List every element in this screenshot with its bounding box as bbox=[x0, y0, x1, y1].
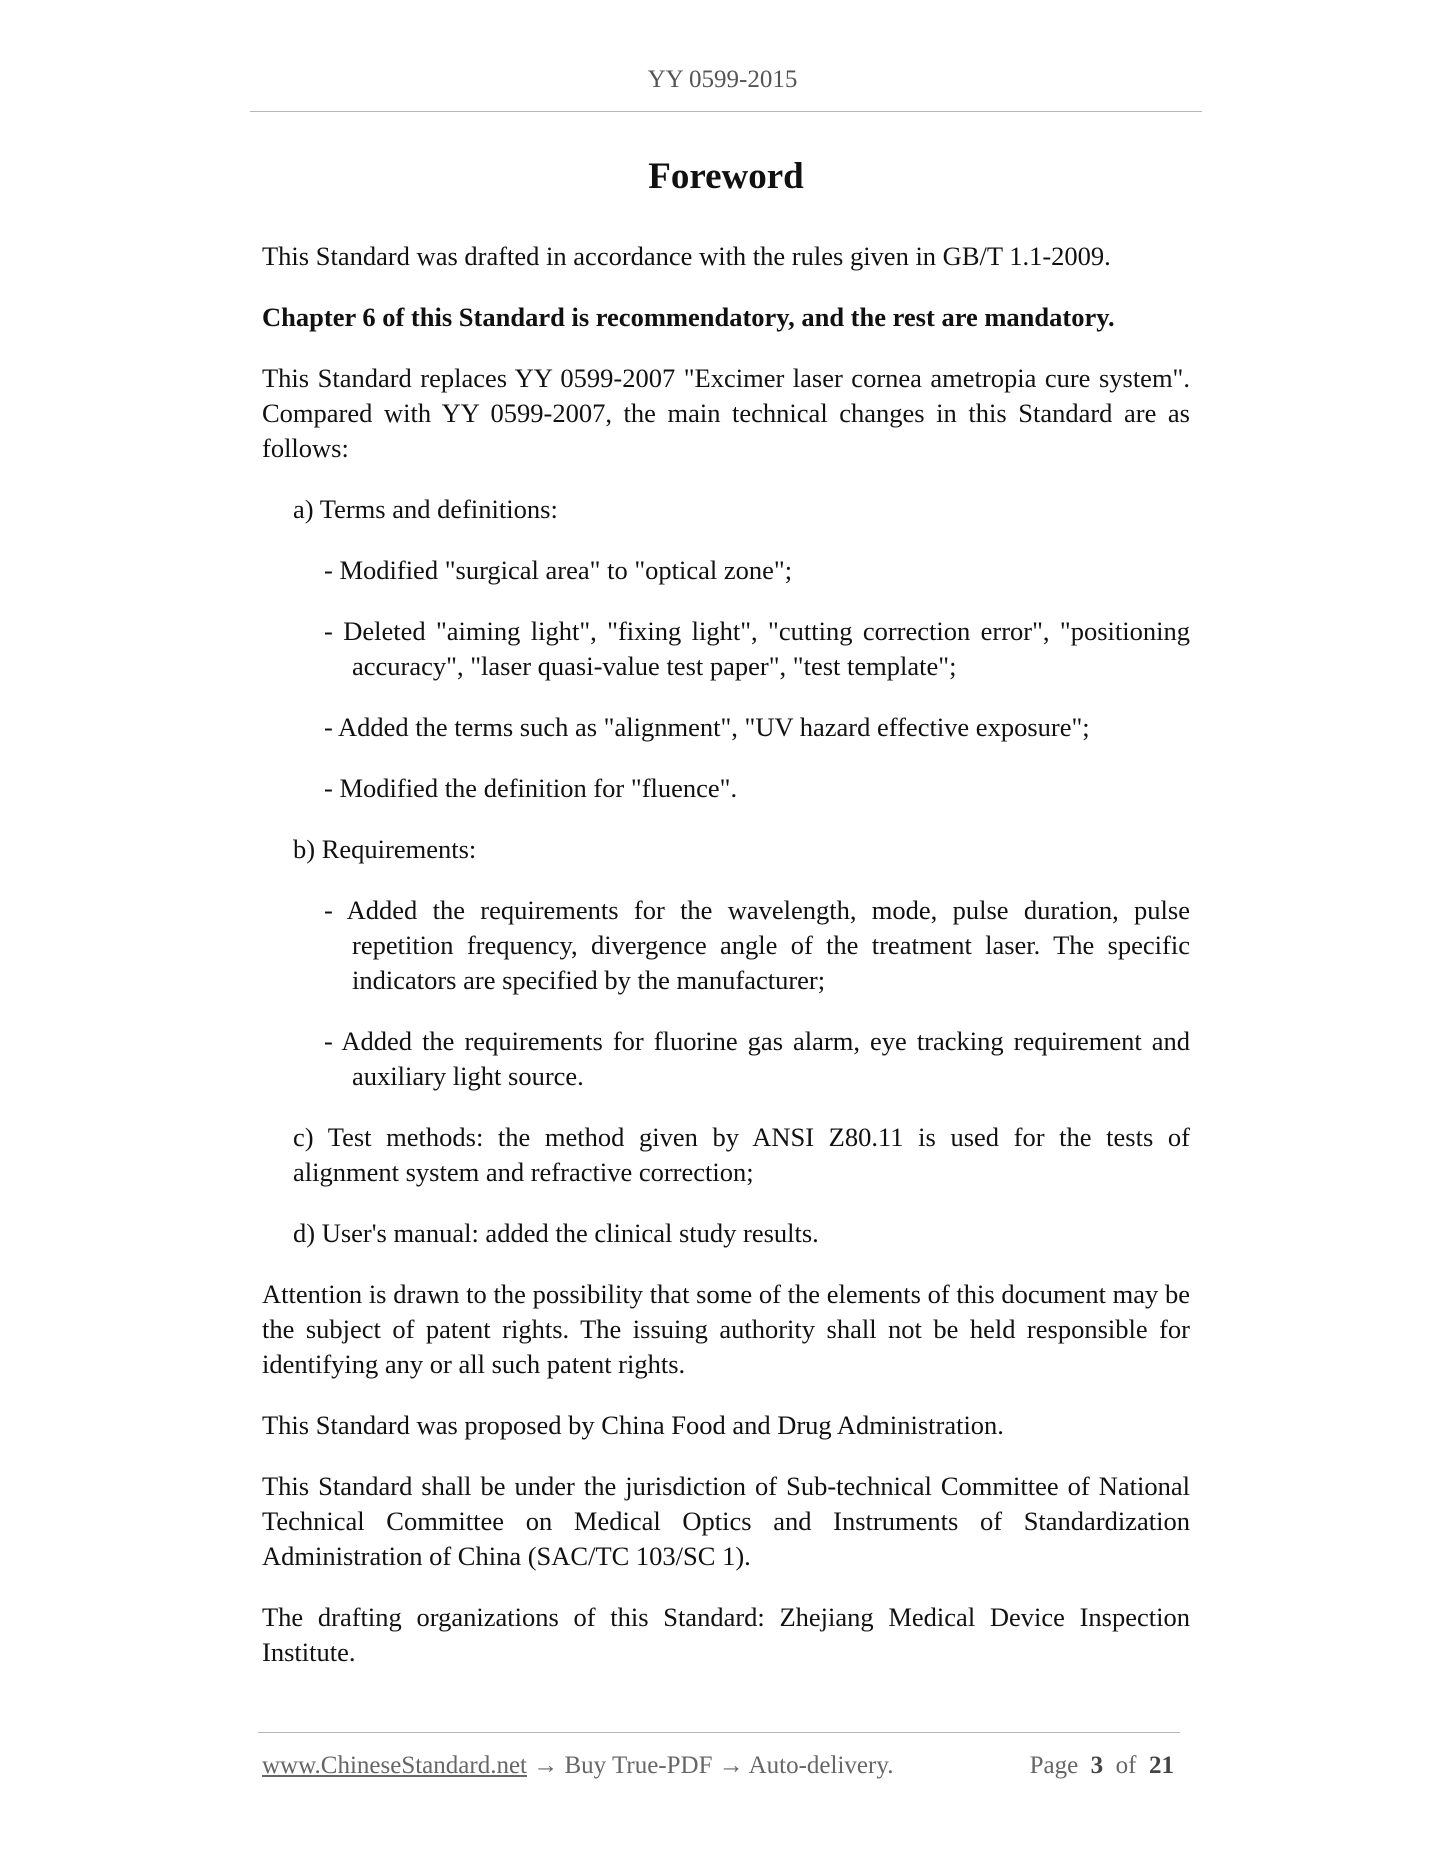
page-label: Page bbox=[1029, 1752, 1079, 1779]
list-subitem-added-terms: - Added the terms such as "alignment", "UV hazard effective exposure"; bbox=[324, 712, 1090, 742]
list-subitem-laser-requirements: - Added the requirements for the wavelength, mode, pulse duration, pulse repetition frequency, divergence angle of the treatment laser. The specific indicators are specified by the manufacturer; bbox=[324, 895, 1190, 995]
page-title: Foreword bbox=[648, 156, 804, 197]
list-item-users-manual: d) User's manual: added the clinical study results. bbox=[293, 1218, 819, 1248]
footer-divider bbox=[258, 1732, 1180, 1733]
paragraph-drafting-rules: This Standard was drafted in accordance with the rules given in GB/T 1.1-2009. bbox=[262, 241, 1111, 271]
footer-promo-text: → Buy True-PDF → Auto-delivery. bbox=[527, 1752, 894, 1779]
website-link[interactable]: www.ChineseStandard.net bbox=[262, 1752, 527, 1779]
page-current: 3 bbox=[1090, 1752, 1104, 1779]
paragraph-jurisdiction: This Standard shall be under the jurisdiction of Sub-technical Committee of National Technical Committee on Medical Optics and Instruments of Standardization Administration of China (SAC/TC 103/SC 1). bbox=[262, 1471, 1190, 1571]
header-doc-code: YY 0599-2015 bbox=[647, 66, 798, 93]
paragraph-patent-notice: Attention is drawn to the possibility that some of the elements of this document may be the subject of patent rights. The issuing authority shall not be held responsible for identifying any or all such patent rights. bbox=[262, 1279, 1190, 1379]
paragraph-proposed-by: This Standard was proposed by China Food and Drug Administration. bbox=[262, 1410, 1004, 1440]
page-of-label: of bbox=[1115, 1752, 1137, 1779]
paragraph-replaces: This Standard replaces YY 0599-2007 "Excimer laser cornea ametropia cure system". Compared with YY 0599-2007, the main technical changes in this Standard are as follows: bbox=[262, 363, 1190, 463]
page-number bbox=[1030, 1752, 1174, 1780]
list-subitem-alarm-requirements: - Added the requirements for fluorine gas alarm, eye tracking requirement and auxiliary light source. bbox=[324, 1026, 1190, 1091]
list-subitem-modified-area: - Modified "surgical area" to "optical zone"; bbox=[324, 555, 793, 585]
list-item-test-methods: c) Test methods: the method given by ANSI Z80.11 is used for the tests of alignment system and refractive correction; bbox=[293, 1122, 1190, 1187]
paragraph-chapter-note: Chapter 6 of this Standard is recommendatory, and the rest are mandatory. bbox=[262, 302, 1115, 332]
list-subitem-deleted-terms: - Deleted "aiming light", "fixing light", "cutting correction error", "positioning accuracy", "laser quasi-value test paper", "test template"; bbox=[324, 616, 1190, 681]
list-item-requirements: b) Requirements: bbox=[293, 834, 477, 864]
list-subitem-fluence: - Modified the definition for "fluence". bbox=[324, 773, 738, 803]
page-total: 21 bbox=[1149, 1752, 1174, 1779]
list-item-terms: a) Terms and definitions: bbox=[293, 494, 558, 524]
footer-promo bbox=[262, 1752, 893, 1780]
header-divider bbox=[250, 111, 1202, 112]
paragraph-drafting-org: The drafting organizations of this Standard: Zhejiang Medical Device Inspection Institute. bbox=[262, 1602, 1190, 1667]
document-body bbox=[262, 155, 1190, 1696]
